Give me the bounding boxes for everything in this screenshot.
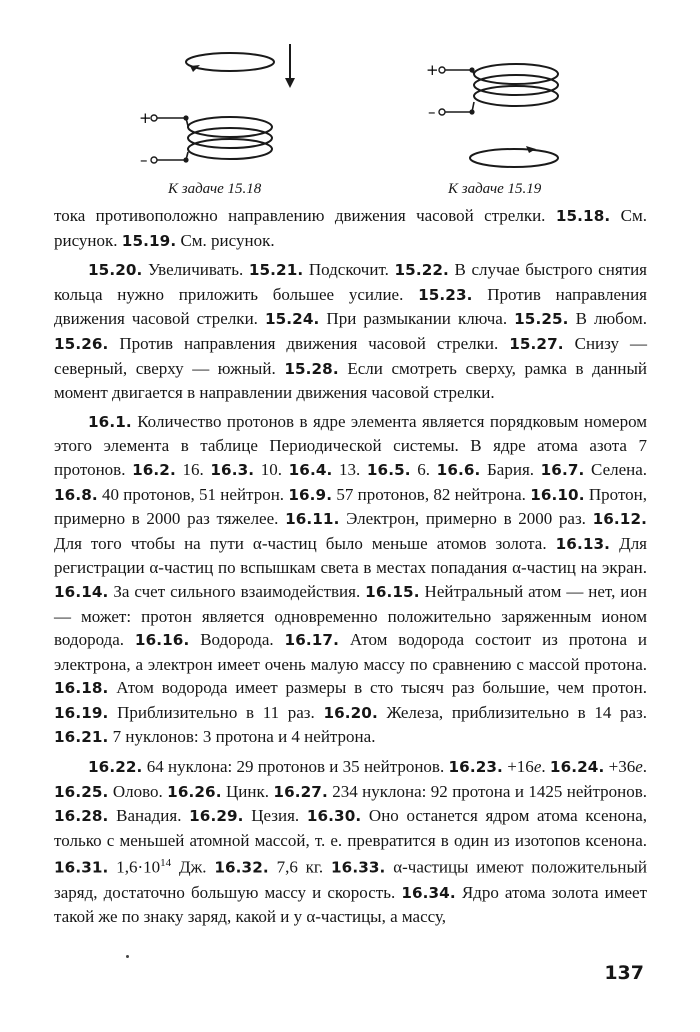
answer-number: 16.25. <box>54 782 109 801</box>
answer-text: 1,6·10 <box>108 858 161 878</box>
answer-number: 15.21. <box>248 261 304 280</box>
answer-text: Дж. <box>171 858 215 878</box>
answer-number: 16.10. <box>530 485 585 504</box>
answer-text: Ванадия. <box>108 806 190 826</box>
paragraph <box>54 204 647 253</box>
answer-text: В любом. <box>568 309 648 329</box>
answer-text: Увеличивать. <box>142 260 249 280</box>
answer-text: В случае быстрого снятия кольца нужно приложить большее усилие. <box>54 260 647 304</box>
answer-text: Ядро атома золота имеет такой же по знаку заряд, какой и у α-частицы, а массу, <box>54 882 648 927</box>
answer-number: 15.18. <box>555 207 611 225</box>
answer-text: Селена. <box>584 459 648 479</box>
answer-text: См. рисунок. <box>176 230 275 250</box>
answer-text: 6. <box>410 459 437 479</box>
answer-number: 16.29. <box>189 807 244 826</box>
answer-text: 57 протонов, 82 нейтрона. <box>332 484 531 504</box>
answer-text: Снизу — северный, сверху — южный. <box>54 333 647 378</box>
paragraph <box>54 410 647 750</box>
answer-number: 16.12. <box>592 510 647 529</box>
answer-number: 16.26. <box>167 782 222 801</box>
answer-number: 16.17. <box>284 631 339 650</box>
answer-number: 16.9. <box>288 485 333 504</box>
answer-number: 16.11. <box>285 510 340 529</box>
coil-diagram-15-19 <box>420 40 620 180</box>
caption-15-18: К задаче 15.18 <box>168 181 262 197</box>
answer-text: Электрон, примерно в 2000 раз. <box>339 509 593 529</box>
minus-terminal-icon <box>151 157 157 163</box>
figure-15-19 <box>420 40 620 180</box>
answer-number: 15.24. <box>264 310 320 329</box>
answer-number: 16.20. <box>323 703 378 722</box>
answer-number: 16.27. <box>273 782 328 801</box>
rotation-ring <box>186 53 274 71</box>
answer-text: 234 нуклона: 92 протона и 1425 нейтронов. <box>327 781 647 801</box>
answer-text: Железа, приблизительно в 14 раз. <box>377 702 647 722</box>
plus-sign: + <box>426 61 439 79</box>
answer-text: Олово. <box>108 781 168 801</box>
answer-text: Оно останется ядром атома ксенона, только с меньшей атомной массой, т. е. превратится в один из изотопов ксенона. <box>54 806 648 850</box>
arrow-head-icon <box>526 146 536 153</box>
answer-text: 10. <box>254 459 289 479</box>
answer-text: Цинк. <box>221 781 274 801</box>
answer-text: +36 <box>604 757 636 777</box>
print-speck <box>126 955 129 958</box>
answer-number: 16.3. <box>210 460 255 479</box>
answer-text: Приблизительно в 11 раз. <box>108 702 324 722</box>
answer-text: Если смотреть сверху, рамка в данный момент двигается в направлении движения часовой стрелки. <box>54 358 647 403</box>
answer-text: При размыкании ключа. <box>319 309 515 329</box>
minus-terminal-icon <box>439 109 445 115</box>
answer-text: Протон, примерно в 2000 раз тяжелее. <box>54 484 647 529</box>
answer-number: 16.5. <box>366 460 411 479</box>
answer-number: 15.20. <box>88 261 143 280</box>
answer-number: 16.21. <box>54 728 109 747</box>
plus-sign: + <box>139 109 152 127</box>
answer-text: 64 нуклона: 29 протонов и 35 нейтронов. <box>142 757 449 777</box>
answer-number: 16.18. <box>54 679 109 698</box>
caption-15-19: К задаче 15.19 <box>448 181 542 197</box>
answer-text: Нейтральный атом — нет, ион — может: протон является одновременно положительно заряженным ионом водорода. <box>54 581 647 650</box>
answer-number: 16.32. <box>214 859 269 878</box>
minus-sign: – <box>140 151 148 169</box>
answer-text: Атом водорода имеет размеры в сто тысяч раз большие, чем протон. <box>108 678 647 698</box>
page-number: 137 <box>604 962 644 984</box>
answer-number: 16.33. <box>331 859 386 878</box>
answer-text: Для регистрации α-частиц по вспышкам света в местах попадания α-частиц на экран. <box>54 533 647 578</box>
answer-text: Атом водорода состоит из протона и электрона, а электрон имеет очень малую массу по сравнению с массой протона. <box>54 630 647 674</box>
answer-text: 16. <box>175 459 211 479</box>
answer-number: 15.25. <box>514 310 569 329</box>
answer-number: 16.7. <box>540 460 585 479</box>
answer-number: 15.23. <box>418 285 473 304</box>
answer-number: 15.19. <box>121 231 177 250</box>
coil-diagram-15-18 <box>130 40 330 180</box>
answer-number: 16.23. <box>448 758 503 777</box>
answer-number: 15.28. <box>284 359 339 378</box>
answer-number: 15.27. <box>509 334 564 353</box>
answer-number: 16.31. <box>54 859 109 878</box>
answer-number: 16.24. <box>549 758 605 777</box>
answer-number: 16.19. <box>54 703 109 722</box>
answer-text: тока противоположно направлению движения часовой стрелки. <box>54 206 556 225</box>
answer-number: 16.8. <box>54 485 98 504</box>
paragraph <box>54 755 647 929</box>
answer-text: Количество протонов в ядре элемента является порядковым номером этого элемента в таблице Периодической системы. В ядре атома азота 7 протонов. <box>54 411 647 479</box>
answer-number: 16.13. <box>555 534 611 553</box>
answer-number: 16.4. <box>288 460 333 479</box>
answer-number: 15.26. <box>54 334 109 353</box>
answer-text: 13. <box>332 459 367 479</box>
answer-number: 16.22. <box>88 758 143 777</box>
answer-text: . <box>642 757 648 777</box>
answer-number: 16.14. <box>54 582 109 601</box>
answer-number: 15.22. <box>394 261 449 280</box>
answer-text: 40 протонов, 51 нейтрон. <box>97 484 289 504</box>
charge-symbol: e <box>533 757 542 777</box>
answer-text: 7 нуклонов: 3 протона и 4 нейтрона. <box>108 727 376 747</box>
down-arrow-icon <box>285 78 295 88</box>
plus-terminal-icon <box>151 115 157 121</box>
answer-text: 7,6 кг. <box>268 858 331 878</box>
charge-symbol: e <box>635 757 643 777</box>
rotation-ring <box>470 149 558 167</box>
answer-text: Бария. <box>480 459 541 479</box>
answer-number: 16.1. <box>88 412 132 431</box>
answer-text: Против направления движения часовой стрелки. <box>54 284 647 329</box>
answer-text: +16 <box>502 757 534 777</box>
answer-number: 16.6. <box>436 460 481 479</box>
answer-text: α-частицы имеют положительный заряд, достаточно большую массу и скорость. <box>54 858 647 902</box>
answer-number: 16.28. <box>54 807 109 826</box>
answer-text: . <box>541 757 550 777</box>
answer-number: 16.15. <box>365 582 420 601</box>
plus-terminal-icon <box>439 67 445 73</box>
answer-number: 16.2. <box>132 460 176 479</box>
answer-number: 16.30. <box>306 807 362 826</box>
answer-text: Водорода. <box>189 630 285 650</box>
answer-number: 16.16. <box>134 631 190 650</box>
answer-text: За счет сильного взаимодействия. <box>108 581 366 601</box>
answer-number: 16.34. <box>401 883 456 902</box>
answer-text: Для того чтобы на пути α-частиц было меньше атомов золота. <box>54 533 556 553</box>
answers-text <box>54 204 647 929</box>
answer-text: Цезия. <box>243 806 307 826</box>
answer-text: Против направления движения часовой стрелки. <box>108 333 510 353</box>
answer-text: Подскочит. <box>303 260 395 280</box>
answer-text: См. рисунок. <box>54 206 647 250</box>
minus-sign: – <box>428 103 436 121</box>
exponent: 14 <box>160 857 172 870</box>
figure-15-18 <box>130 40 330 180</box>
paragraph <box>54 258 647 405</box>
